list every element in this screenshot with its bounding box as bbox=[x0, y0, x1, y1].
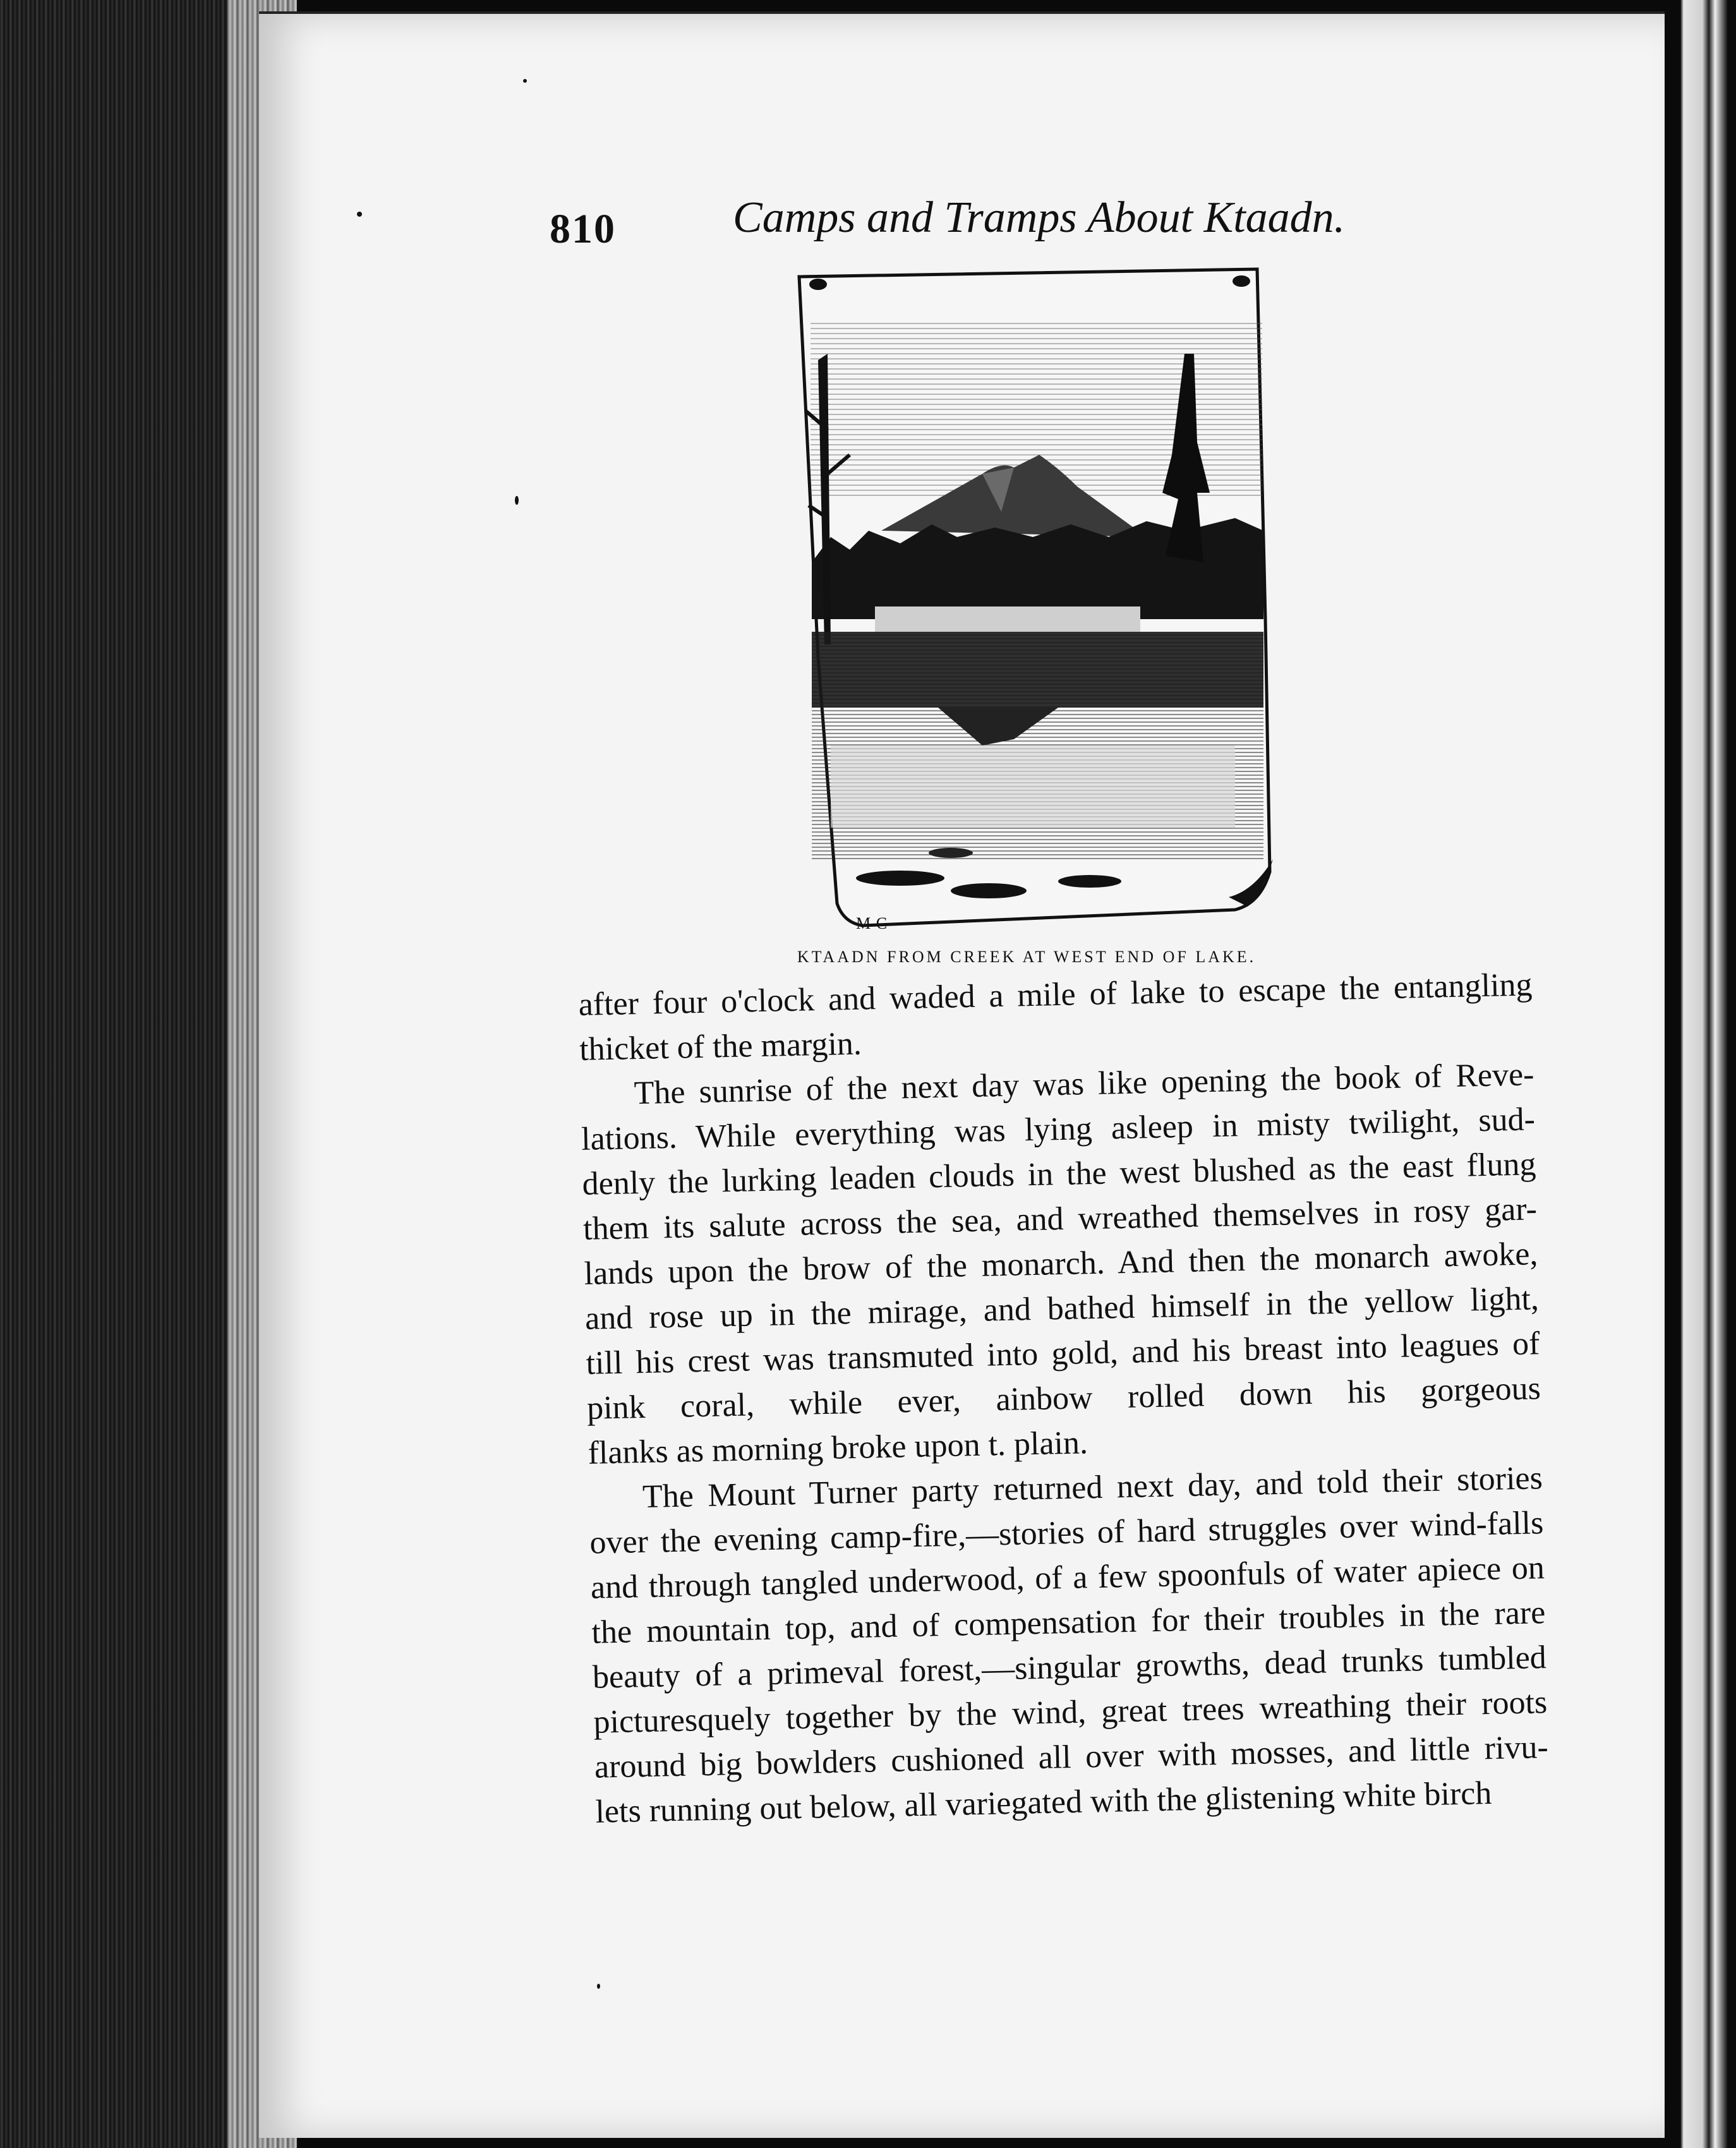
page-header bbox=[550, 186, 1346, 256]
text-line: denly the lurking leaden clouds in the west blushed as the east flung bbox=[582, 1146, 1536, 1202]
text-line: lations. While everything was lying asleep in misty twilight, sud- bbox=[581, 1101, 1536, 1157]
text-line: flanks as morning broke upon t. plain. bbox=[588, 1425, 1088, 1471]
text-line: beauty of a primeval forest,—singular growths, dead trunks tumbled bbox=[592, 1639, 1547, 1696]
text-line: around big bowlders cushioned all over with mosses, and little rivu- bbox=[594, 1729, 1549, 1785]
engraving-illustration bbox=[793, 265, 1279, 948]
text-line: The sunrise of the next day was like opening the book of Reve- bbox=[634, 1056, 1534, 1112]
text-line: pink coral, while ever, ainbow rolled down his gorgeous bbox=[586, 1370, 1541, 1427]
running-title: Camps and Tramps About Ktaadn. bbox=[733, 193, 1346, 242]
speck bbox=[523, 79, 527, 83]
text-line: lets running out below, all variegated with the glistening white birch bbox=[594, 1775, 1492, 1830]
text-line: them its salute across the sea, and wreathed themselves in rosy gar- bbox=[582, 1191, 1538, 1247]
text-line: and through tangled underwood, of a few spoonfuls of water apiece on bbox=[590, 1550, 1545, 1606]
body-text bbox=[578, 962, 1550, 1834]
text-line: The Mount Turner party returned next day, and told their stories bbox=[642, 1460, 1543, 1516]
illustration-caption: KTAADN FROM CREEK AT WEST END OF LAKE. bbox=[797, 948, 1257, 966]
text-line: lands upon the brow of the monarch. And then the monarch awoke, bbox=[584, 1236, 1538, 1292]
page-number: 810 bbox=[550, 206, 616, 252]
text-line: after four o'clock and waded a mile of lake to escape the entangling bbox=[578, 967, 1533, 1023]
adjacent-page-edge bbox=[1665, 0, 1736, 2148]
text-line: and rose up in the mirage, and bathed himself in the yellow light, bbox=[584, 1281, 1540, 1337]
text-line: till his crest was transmuted into gold, and his breast into leagues of bbox=[586, 1325, 1540, 1382]
text-line: thicket of the margin. bbox=[579, 1025, 862, 1068]
speck bbox=[515, 496, 519, 505]
mountain-lake-engraving bbox=[793, 265, 1279, 948]
text-line: picturesquely together by the wind, great trees wreathing their roots bbox=[593, 1684, 1548, 1741]
speck bbox=[597, 1984, 600, 1989]
text-line: over the evening camp-fire,—stories of hard struggles over wind-falls bbox=[589, 1505, 1544, 1561]
artist-signature: M-C bbox=[856, 914, 888, 932]
speck bbox=[357, 212, 362, 217]
book-page-edges bbox=[0, 0, 297, 2148]
text-line: the mountain top, and of compensation for their troubles in the rare bbox=[591, 1595, 1546, 1651]
